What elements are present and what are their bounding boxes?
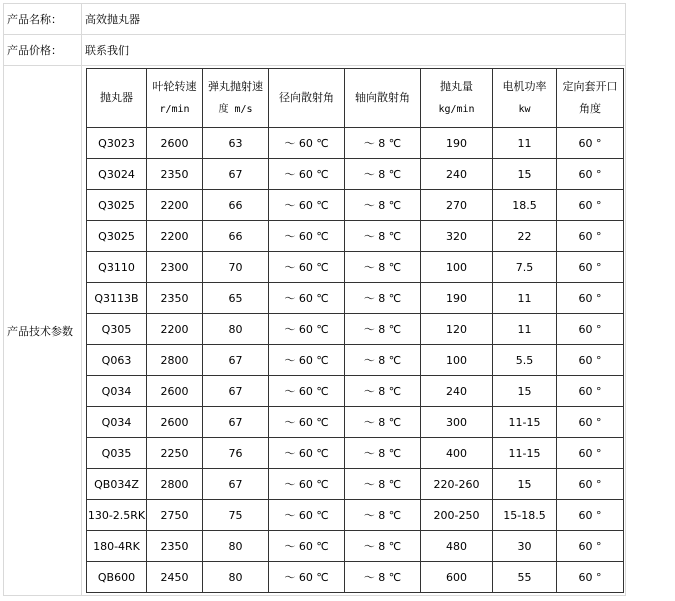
table-cell: ～ 60 ℃	[269, 407, 345, 438]
table-cell: 30	[493, 531, 557, 562]
table-row	[87, 221, 624, 252]
table-cell: ～ 60 ℃	[269, 438, 345, 469]
table-cell: 66	[203, 190, 269, 221]
table-cell: Q035	[87, 438, 147, 469]
table-cell: 2450	[147, 562, 203, 593]
header-cell: 定向套开口 角度	[557, 69, 624, 128]
table-cell: 2250	[147, 438, 203, 469]
table-cell: 11	[493, 283, 557, 314]
table-cell: ～ 60 ℃	[269, 190, 345, 221]
table-cell: 11-15	[493, 438, 557, 469]
table-cell: 67	[203, 159, 269, 190]
table-cell: 400	[421, 438, 493, 469]
table-row	[87, 562, 624, 593]
tech-params-cell	[82, 66, 626, 596]
table-cell: 60 °	[557, 438, 624, 469]
table-cell: Q3113B	[87, 283, 147, 314]
table-cell: 75	[203, 500, 269, 531]
product-name-value: 高效抛丸器	[82, 4, 626, 35]
table-cell: ～ 60 ℃	[269, 500, 345, 531]
table-cell: 15	[493, 376, 557, 407]
table-row	[87, 500, 624, 531]
table-cell: 67	[203, 376, 269, 407]
table-cell: 100	[421, 252, 493, 283]
table-cell: Q034	[87, 407, 147, 438]
table-cell: ～ 8 ℃	[345, 562, 421, 593]
table-cell: 67	[203, 469, 269, 500]
table-cell: 2600	[147, 128, 203, 159]
table-cell: 60 °	[557, 128, 624, 159]
table-cell: 100	[421, 345, 493, 376]
table-row	[87, 190, 624, 221]
table-cell: 22	[493, 221, 557, 252]
table-cell: ～ 8 ℃	[345, 345, 421, 376]
table-cell: 2800	[147, 469, 203, 500]
table-cell: 60 °	[557, 531, 624, 562]
table-cell: 320	[421, 221, 493, 252]
table-row	[87, 345, 624, 376]
table-cell: ～ 60 ℃	[269, 531, 345, 562]
table-row	[87, 283, 624, 314]
product-price-label: 产品价格：	[4, 35, 82, 66]
table-row	[87, 438, 624, 469]
table-cell: ～ 60 ℃	[269, 314, 345, 345]
table-row	[87, 407, 624, 438]
table-cell: Q3024	[87, 159, 147, 190]
table-cell: ～ 60 ℃	[269, 252, 345, 283]
table-cell: ～ 8 ℃	[345, 500, 421, 531]
product-price-value: 联系我们	[82, 35, 626, 66]
table-cell: QB600	[87, 562, 147, 593]
tech-params-header-row	[87, 69, 624, 128]
header-cell: 抛丸量 kg/min	[421, 69, 493, 128]
table-cell: ～ 60 ℃	[269, 345, 345, 376]
table-cell: 300	[421, 407, 493, 438]
header-cell: 叶轮转速 r/min	[147, 69, 203, 128]
header-cell: 径向散射角	[269, 69, 345, 128]
table-cell: 480	[421, 531, 493, 562]
table-cell: 60 °	[557, 469, 624, 500]
table-cell: 60 °	[557, 500, 624, 531]
table-cell: 2800	[147, 345, 203, 376]
table-cell: ～ 60 ℃	[269, 283, 345, 314]
table-cell: 60 °	[557, 376, 624, 407]
table-cell: 66	[203, 221, 269, 252]
table-cell: 60 °	[557, 283, 624, 314]
table-cell: 240	[421, 159, 493, 190]
table-cell: 18.5	[493, 190, 557, 221]
table-cell: 11	[493, 314, 557, 345]
table-cell: 270	[421, 190, 493, 221]
table-cell: 60 °	[557, 345, 624, 376]
table-cell: ～ 8 ℃	[345, 128, 421, 159]
table-cell: 76	[203, 438, 269, 469]
table-cell: 60 °	[557, 252, 624, 283]
table-cell: 60 °	[557, 221, 624, 252]
table-cell: ～ 60 ℃	[269, 159, 345, 190]
table-cell: 220-260	[421, 469, 493, 500]
table-cell: 63	[203, 128, 269, 159]
table-cell: ～ 60 ℃	[269, 469, 345, 500]
table-cell: 7.5	[493, 252, 557, 283]
table-cell: 60 °	[557, 159, 624, 190]
header-cell: 抛丸器	[87, 69, 147, 128]
table-cell: 70	[203, 252, 269, 283]
table-row	[87, 469, 624, 500]
product-name-row	[4, 4, 626, 35]
table-row	[87, 128, 624, 159]
table-cell: 2750	[147, 500, 203, 531]
table-cell: ～ 8 ℃	[345, 190, 421, 221]
table-cell: ～ 8 ℃	[345, 221, 421, 252]
table-cell: ～ 60 ℃	[269, 562, 345, 593]
table-cell: 130-2.5RK	[87, 500, 147, 531]
table-cell: ～ 8 ℃	[345, 469, 421, 500]
table-cell: Q3025	[87, 221, 147, 252]
header-cell: 电机功率 kw	[493, 69, 557, 128]
table-cell: 190	[421, 283, 493, 314]
table-cell: 2350	[147, 531, 203, 562]
table-cell: 15	[493, 159, 557, 190]
table-cell: Q063	[87, 345, 147, 376]
table-cell: 11	[493, 128, 557, 159]
table-cell: 2350	[147, 159, 203, 190]
product-info-table	[3, 3, 626, 596]
table-cell: 67	[203, 345, 269, 376]
table-cell: ～ 8 ℃	[345, 283, 421, 314]
tech-params-row	[4, 66, 626, 596]
table-cell: 65	[203, 283, 269, 314]
table-cell: 2200	[147, 314, 203, 345]
table-cell: ～ 8 ℃	[345, 159, 421, 190]
table-cell: 55	[493, 562, 557, 593]
table-cell: 60 °	[557, 407, 624, 438]
table-cell: Q3110	[87, 252, 147, 283]
table-cell: ～ 8 ℃	[345, 252, 421, 283]
table-cell: Q3025	[87, 190, 147, 221]
table-cell: 200-250	[421, 500, 493, 531]
table-cell: ～ 8 ℃	[345, 376, 421, 407]
table-cell: 2600	[147, 407, 203, 438]
table-cell: 80	[203, 314, 269, 345]
table-cell: 2200	[147, 190, 203, 221]
table-row	[87, 314, 624, 345]
table-cell: 600	[421, 562, 493, 593]
table-cell: ～ 60 ℃	[269, 221, 345, 252]
table-cell: 2200	[147, 221, 203, 252]
table-cell: 80	[203, 562, 269, 593]
table-row	[87, 531, 624, 562]
table-row	[87, 252, 624, 283]
table-cell: 2350	[147, 283, 203, 314]
table-cell: 2300	[147, 252, 203, 283]
table-cell: 15	[493, 469, 557, 500]
table-cell: Q034	[87, 376, 147, 407]
table-cell: 240	[421, 376, 493, 407]
table-cell: 80	[203, 531, 269, 562]
table-cell: 60 °	[557, 562, 624, 593]
header-cell: 轴向散射角	[345, 69, 421, 128]
tech-params-label: 产品技术参数	[4, 66, 82, 596]
table-cell: 11-15	[493, 407, 557, 438]
header-cell: 弹丸抛射速 度 m/s	[203, 69, 269, 128]
table-cell: ～ 60 ℃	[269, 376, 345, 407]
table-cell: 190	[421, 128, 493, 159]
table-cell: 120	[421, 314, 493, 345]
table-cell: ～ 8 ℃	[345, 314, 421, 345]
table-cell: 180-4RK	[87, 531, 147, 562]
table-row	[87, 376, 624, 407]
table-cell: 2600	[147, 376, 203, 407]
table-cell: 67	[203, 407, 269, 438]
table-cell: Q305	[87, 314, 147, 345]
product-name-label: 产品名称：	[4, 4, 82, 35]
table-cell: ～ 60 ℃	[269, 128, 345, 159]
table-row	[87, 159, 624, 190]
table-cell: 15-18.5	[493, 500, 557, 531]
table-cell: ～ 8 ℃	[345, 407, 421, 438]
table-cell: 5.5	[493, 345, 557, 376]
table-cell: Q3023	[87, 128, 147, 159]
table-cell: QB034Z	[87, 469, 147, 500]
table-cell: 60 °	[557, 190, 624, 221]
product-price-row	[4, 35, 626, 66]
table-cell: ～ 8 ℃	[345, 438, 421, 469]
tech-params-table	[86, 68, 624, 593]
table-cell: 60 °	[557, 314, 624, 345]
table-cell: ～ 8 ℃	[345, 531, 421, 562]
